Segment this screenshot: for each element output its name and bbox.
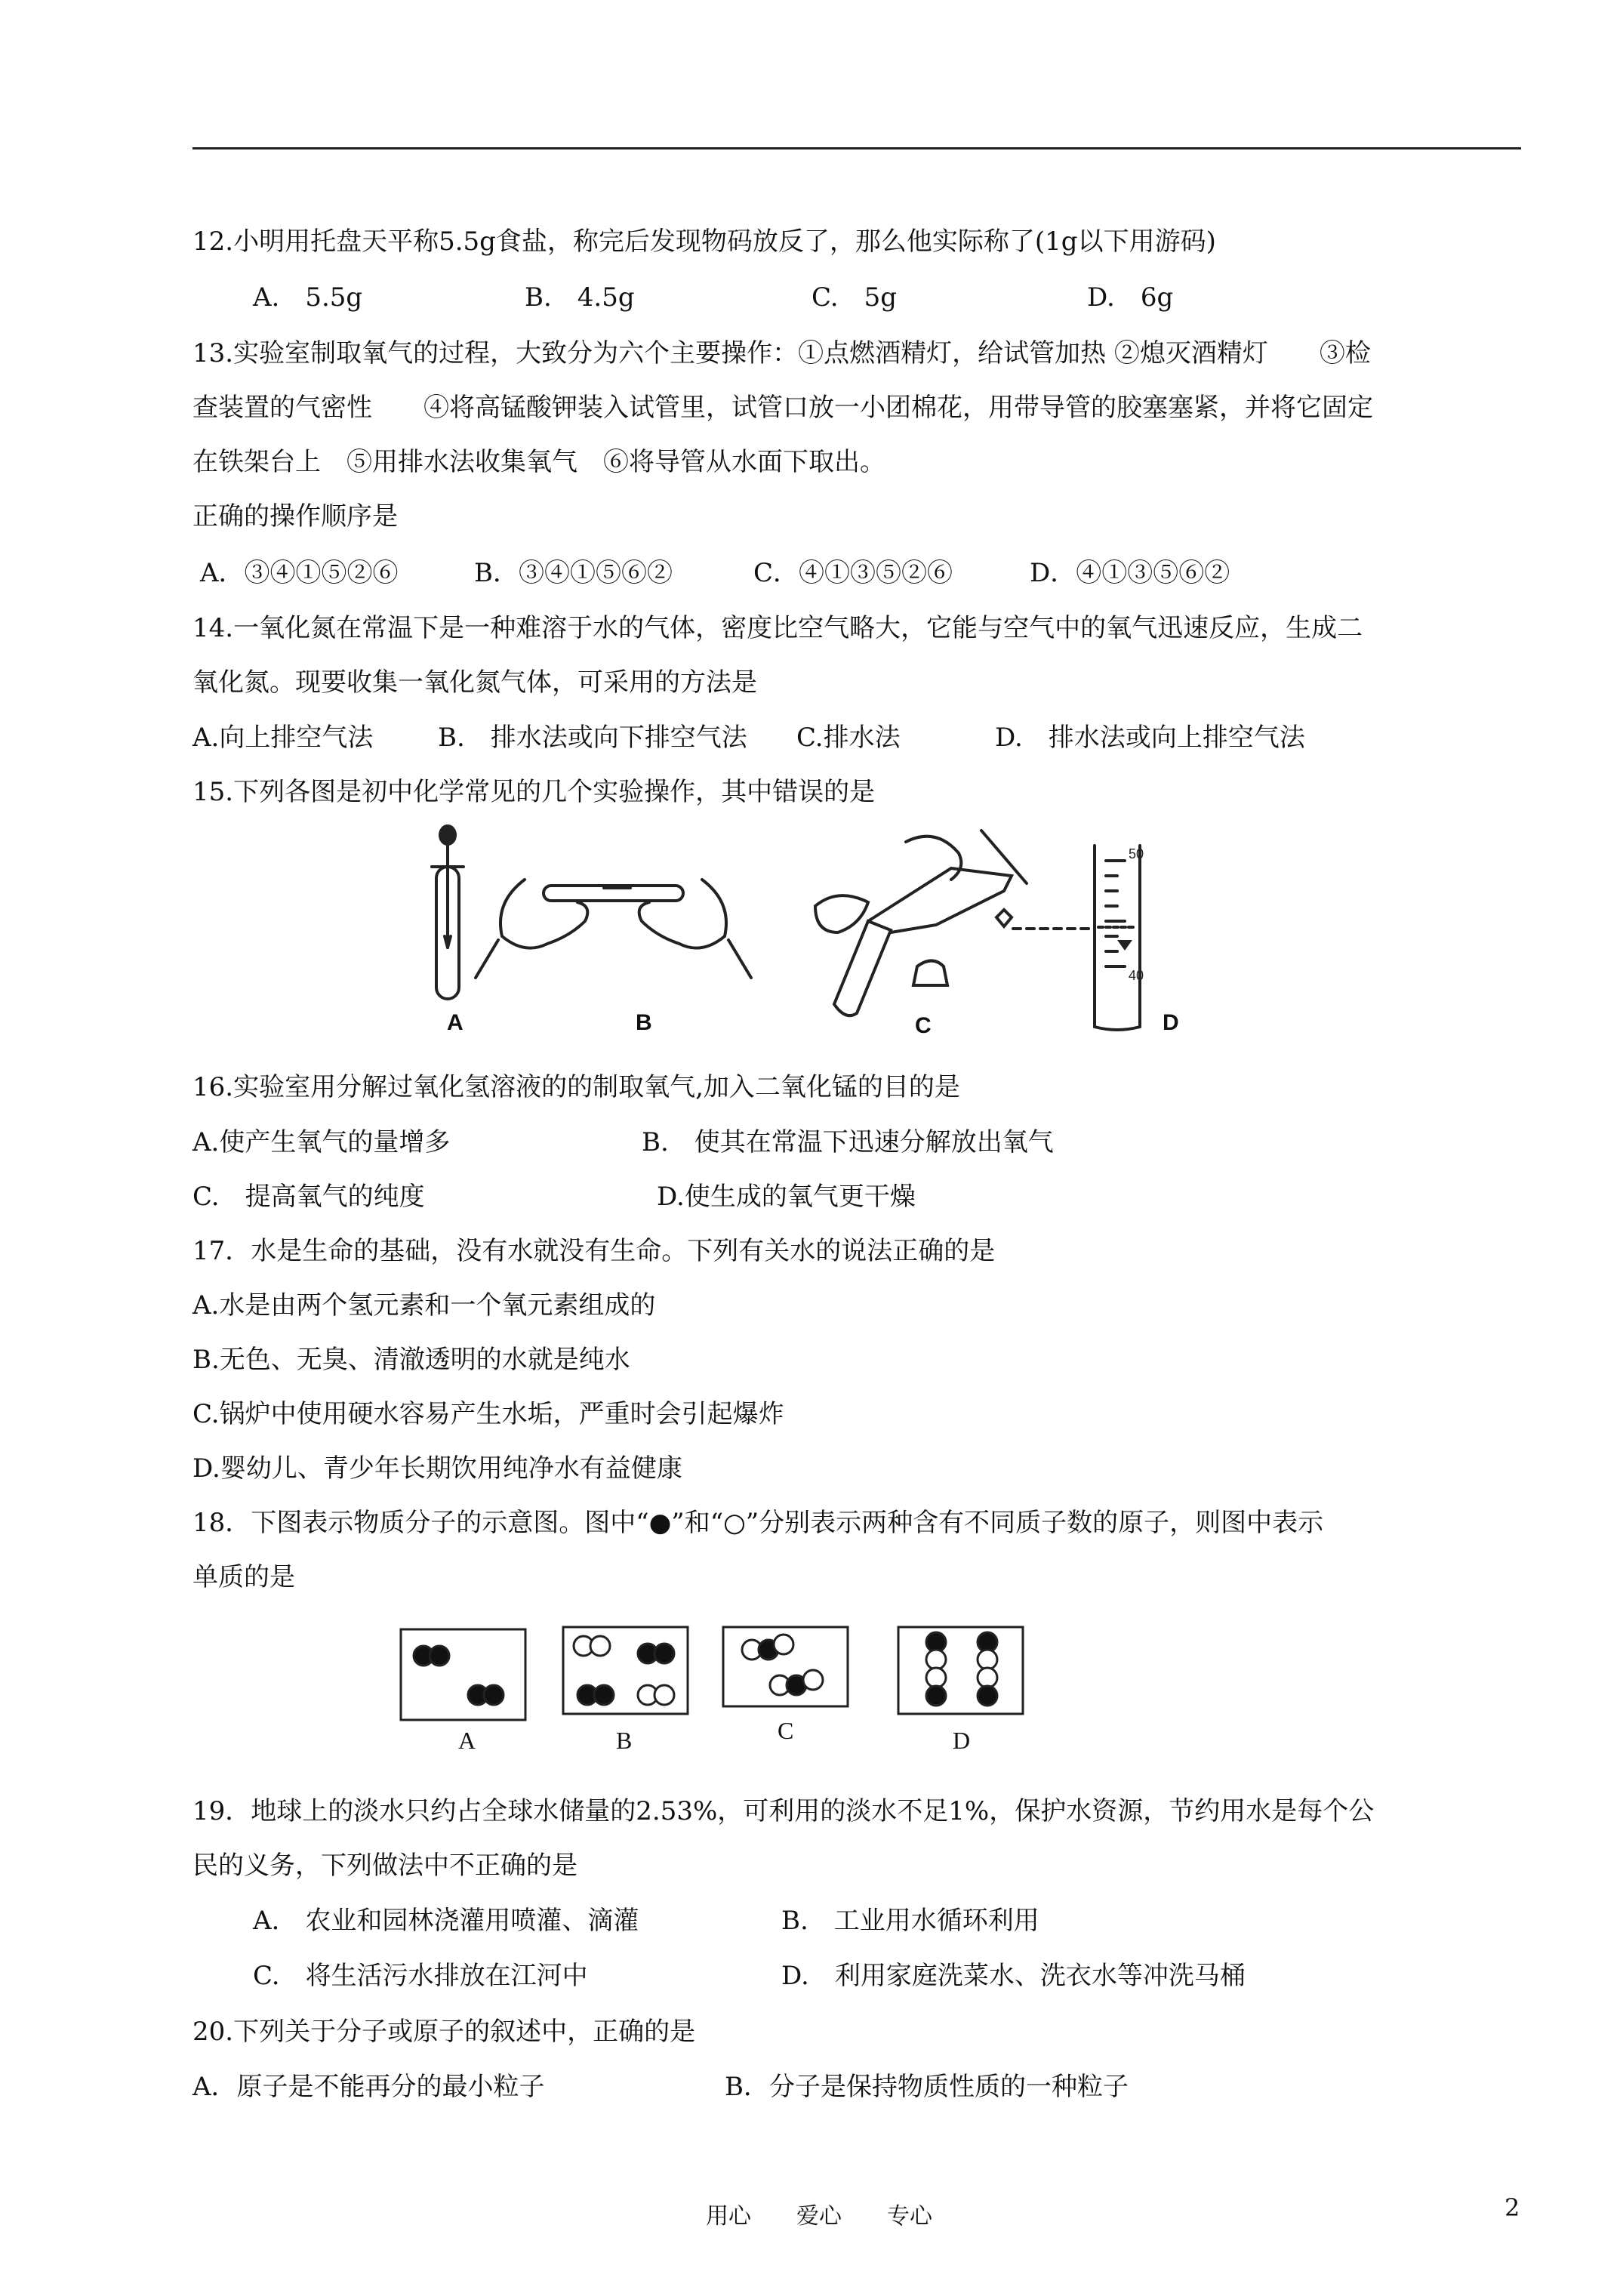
q13-option-b: B．③④①⑤⑥② bbox=[474, 558, 673, 588]
q14-line-2: 氧化氮。现要收集一氧化氮气体，可采用的方法是 bbox=[192, 667, 757, 698]
q14-option-a: A.向上排空气法 bbox=[192, 723, 374, 753]
q13-line-1: 13.实验室制取氧气的过程，大致分为六个主要操作：①点燃酒精灯，给试管加热 ②熄灭酒精灯 ③检 bbox=[192, 338, 1371, 368]
q13-option-a: A．③④①⑤②⑥ bbox=[200, 558, 399, 588]
q13-line-4: 正确的操作顺序是 bbox=[192, 501, 398, 532]
q19-option-a: A. 农业和园林浇灌用喷灌、滴灌 bbox=[253, 1906, 639, 1936]
q18-box-a bbox=[401, 1629, 525, 1720]
q15-label-c: C bbox=[915, 1013, 932, 1038]
q19-option-b: B. 工业用水循环利用 bbox=[781, 1906, 1039, 1936]
q16-option-b: B. 使其在常温下迅速分解放出氧气 bbox=[642, 1127, 1054, 1157]
q16-option-c: C. 提高氧气的纯度 bbox=[192, 1182, 425, 1212]
q15-pouring-liquid-illustration bbox=[815, 831, 1027, 1015]
q15-figure bbox=[423, 815, 1313, 1042]
q20-option-b: B．分子是保持物质性质的一种粒子 bbox=[725, 2072, 1129, 2102]
header-rule bbox=[192, 147, 1521, 149]
q15-stem: 15.下列各图是初中化学常见的几个实验操作，其中错误的是 bbox=[192, 777, 876, 807]
q12-stem: 12.小明用托盘天平称5.5g食盐，称完后发现物码放反了，那么他实际称了(1g以下用游码) bbox=[192, 227, 1216, 257]
q13-line-3: 在铁架台上 ⑤用排水法收集氧气 ⑥将导管从水面下取出。 bbox=[192, 447, 885, 477]
q17-option-d: D.婴幼儿、青少年长期饮用纯净水有益健康 bbox=[192, 1453, 682, 1484]
page-number: 2 bbox=[1504, 2193, 1520, 2222]
q14-option-b: B. 排水法或向下排空气法 bbox=[438, 723, 747, 753]
q19-line-1: 19．地球上的淡水只约占全球水储量的2.53%，可利用的淡水不足1%，保护水资源，节约用水是每个公 bbox=[192, 1796, 1375, 1826]
q12-option-b: B. 4.5g bbox=[525, 282, 635, 313]
q15-cylinder-mark-40: 40 bbox=[1129, 968, 1144, 983]
q17-option-b: B.无色、无臭、清澈透明的水就是纯水 bbox=[192, 1345, 630, 1375]
q15-dropper-in-tube-illustration bbox=[432, 842, 463, 999]
q17-stem: 17．水是生命的基础，没有水就没有生命。下列有关水的说法正确的是 bbox=[192, 1236, 996, 1266]
q16-stem: 16.实验室用分解过氧化氢溶液的的制取氧气,加入二氧化锰的目的是 bbox=[192, 1072, 960, 1102]
q15-hands-holding-tube-illustration bbox=[476, 880, 751, 978]
q15-cylinder-mark-50: 50 bbox=[1129, 846, 1144, 861]
q15-label-d: D bbox=[1163, 1010, 1179, 1035]
q16-option-a: A.使产生氧气的量增多 bbox=[192, 1127, 451, 1157]
q14-option-d: D. 排水法或向上排空气法 bbox=[995, 723, 1305, 753]
q17-option-a: A.水是由两个氢元素和一个氧元素组成的 bbox=[192, 1290, 656, 1321]
footer-motto: 用心 爱心 专心 bbox=[706, 2203, 932, 2230]
q14-option-c: C.排水法 bbox=[796, 723, 901, 753]
q18-molecule-figure bbox=[399, 1623, 1078, 1729]
q16-option-d: D.使生成的氧气更干燥 bbox=[657, 1182, 916, 1212]
q18-line-1: 18．下图表示物质分子的示意图。图中“●”和“○”分别表示两种含有不同质子数的原子，则图中表示 bbox=[192, 1508, 1324, 1538]
q19-line-2: 民的义务，下列做法中不正确的是 bbox=[192, 1851, 577, 1881]
q17-option-c: C.锅炉中使用硬水容易产生水垢，严重时会引起爆炸 bbox=[192, 1399, 784, 1429]
q18-box-d bbox=[898, 1627, 1023, 1714]
q12-option-c: C. 5g bbox=[812, 282, 898, 313]
q15-label-a: A bbox=[447, 1010, 463, 1035]
q13-line-2: 查装置的气密性 ④将高锰酸钾装入试管里，试管口放一小团棉花，用带导管的胶塞塞紧，并将它固定 bbox=[192, 393, 1373, 423]
q18-label-c: C bbox=[778, 1717, 794, 1744]
q14-line-1: 14.一氧化氮在常温下是一种难溶于水的气体，密度比空气略大，它能与空气中的氧气迅速反应，生成二 bbox=[192, 613, 1363, 643]
q20-option-a: A．原子是不能再分的最小粒子 bbox=[192, 2072, 545, 2102]
q12-option-d: D. 6g bbox=[1087, 282, 1174, 313]
q18-label-b: B bbox=[616, 1727, 633, 1754]
q20-stem: 20.下列关于分子或原子的叙述中，正确的是 bbox=[192, 2017, 696, 2047]
q13-option-d: D．④①③⑤⑥② bbox=[1030, 558, 1230, 588]
q19-option-c: C. 将生活污水排放在江河中 bbox=[253, 1961, 588, 1991]
q18-label-a: A bbox=[458, 1727, 476, 1754]
q18-label-d: D bbox=[953, 1727, 971, 1754]
q18-line-2: 单质的是 bbox=[192, 1562, 295, 1592]
q19-option-d: D. 利用家庭洗菜水、洗衣水等冲洗马桶 bbox=[781, 1961, 1246, 1991]
q12-option-a: A. 5.5g bbox=[253, 282, 363, 313]
q15-label-b: B bbox=[636, 1010, 652, 1035]
q13-option-c: C．④①③⑤②⑥ bbox=[753, 558, 953, 588]
